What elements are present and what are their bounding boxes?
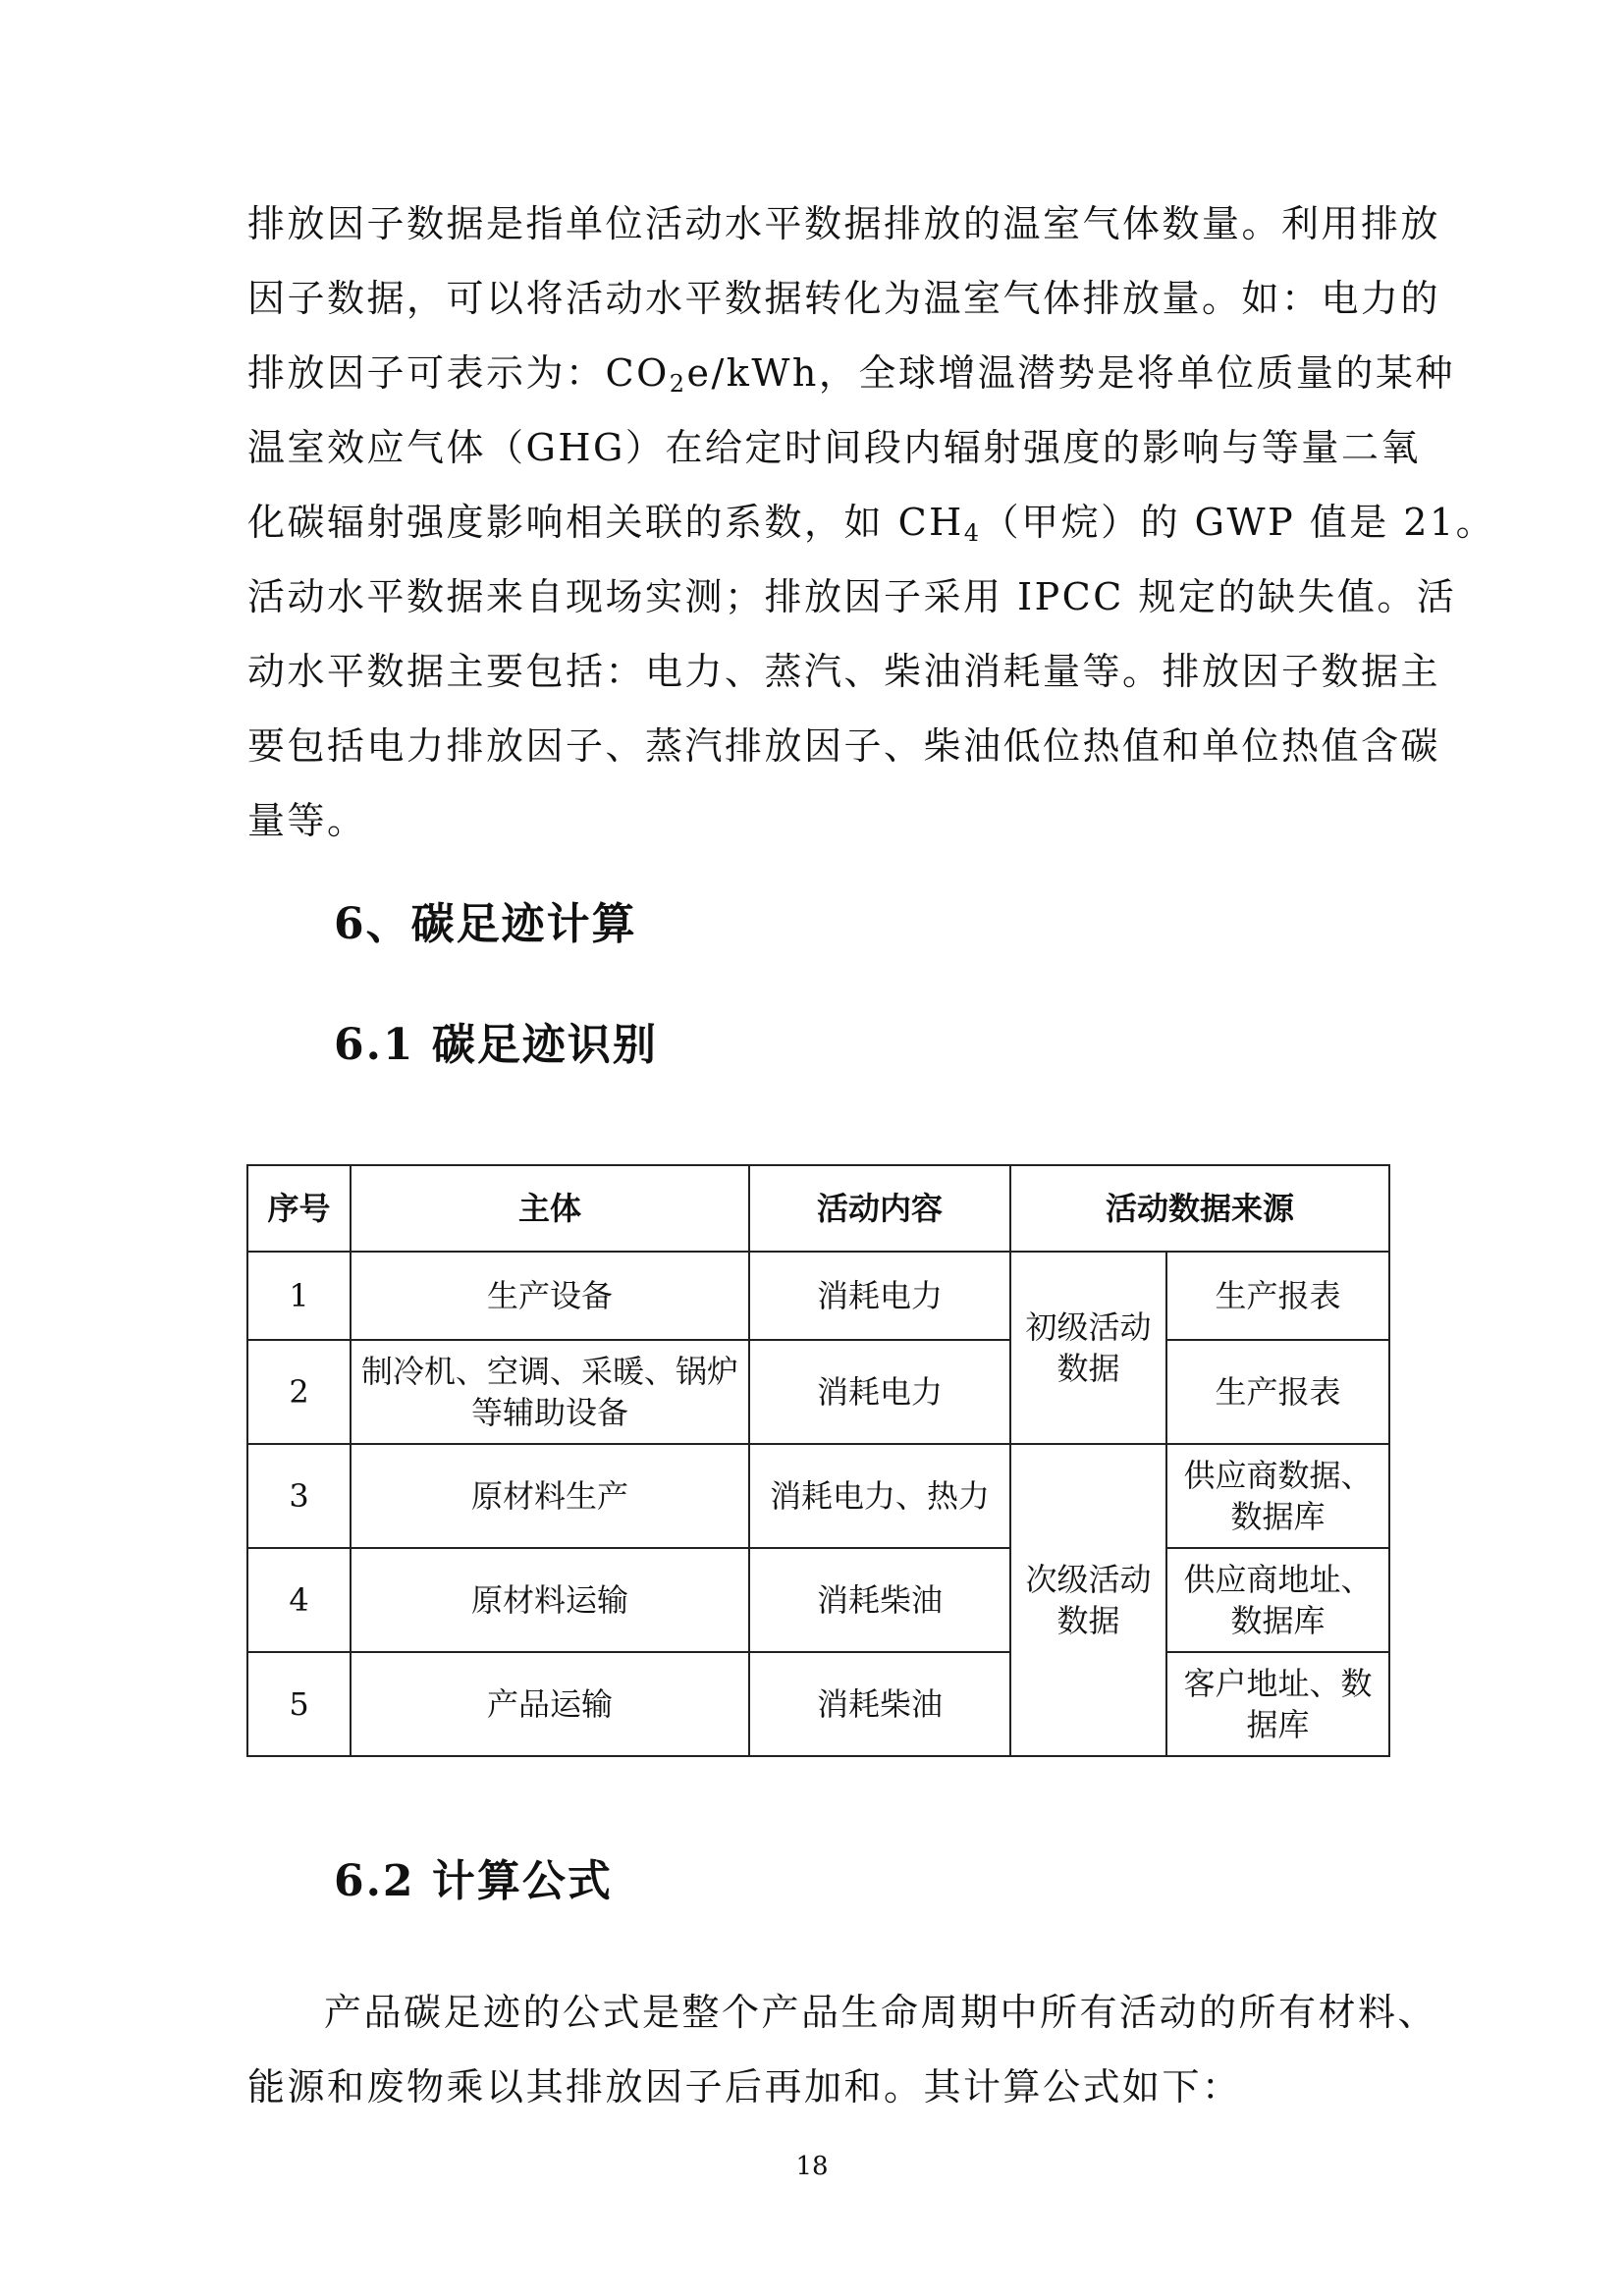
text-line: 要包括电力排放因子、蒸汽排放因子、柴油低位热值和单位热值含碳	[247, 724, 1441, 768]
text-line: 能源和废物乘以其排放因子后再加和。其计算公式如下：	[247, 2065, 1242, 2109]
table-row	[247, 1340, 1389, 1444]
cell-subject: 原材料运输	[351, 1548, 749, 1652]
cell-source: 供应商数据、数据库	[1166, 1444, 1389, 1548]
text-line: 因子数据，可以将活动水平数据转化为温室气体排放量。如：电力的	[247, 277, 1441, 320]
text-line: 化碳辐射强度影响相关联的系数，如 $CH_4$（甲烷）的 GWP 值是 21。	[247, 501, 1496, 547]
text-line: 动水平数据主要包括：电力、蒸汽、柴油消耗量等。排放因子数据主	[247, 650, 1441, 693]
text-line: 产品碳足迹的公式是整个产品生命周期中所有活动的所有材料、	[324, 1991, 1438, 2034]
table-row	[247, 1652, 1389, 1756]
cell-no: 1	[247, 1252, 351, 1340]
cell-activity: 消耗电力	[749, 1340, 1010, 1444]
cell-source: 生产报表	[1166, 1252, 1389, 1340]
carbon-footprint-table	[246, 1164, 1390, 1757]
table-row	[247, 1252, 1389, 1340]
cell-no: 3	[247, 1444, 351, 1548]
cell-group-primary: 初级活动数据	[1010, 1252, 1166, 1444]
cell-subject: 制冷机、空调、采暖、锅炉等辅助设备	[351, 1340, 749, 1444]
cell-activity: 消耗柴油	[749, 1652, 1010, 1756]
paragraph-formula-intro	[247, 1975, 1438, 2124]
cell-source: 客户地址、数据库	[1166, 1652, 1389, 1756]
cell-source: 生产报表	[1166, 1340, 1389, 1444]
text-line: 排放因子数据是指单位活动水平数据排放的温室气体数量。利用排放	[247, 202, 1441, 245]
text-line: 活动水平数据来自现场实测；排放因子采用 IPCC 规定的缺失值。活	[247, 575, 1457, 618]
subsection-heading-6-2: 6.2 计算公式	[334, 1856, 613, 1906]
cell-no: 5	[247, 1652, 351, 1756]
text-line: 温室效应气体（GHG）在给定时间段内辐射强度的影响与等量二氧	[247, 426, 1421, 469]
table-header-row	[247, 1165, 1389, 1252]
cell-subject: 原材料生产	[351, 1444, 749, 1548]
page-number: 18	[795, 2152, 829, 2181]
cell-no: 2	[247, 1340, 351, 1444]
cell-subject: 生产设备	[351, 1252, 749, 1340]
text-line: 量等。	[247, 799, 367, 842]
cell-activity: 消耗柴油	[749, 1548, 1010, 1652]
text-line: 排放因子可表示为：$CO_2e$/kWh，全球增温潜势是将单位质量的某种	[247, 351, 1455, 398]
paragraph-emission-factors	[247, 187, 1496, 858]
header-activity: 活动内容	[749, 1165, 1010, 1252]
cell-source: 供应商地址、数据库	[1166, 1548, 1389, 1652]
cell-subject: 产品运输	[351, 1652, 749, 1756]
section-heading-carbon-footprint-calculation: 6、碳足迹计算	[334, 899, 637, 949]
cell-activity: 消耗电力	[749, 1252, 1010, 1340]
header-data-source: 活动数据来源	[1010, 1165, 1389, 1252]
cell-group-secondary: 次级活动数据	[1010, 1444, 1166, 1756]
table-row	[247, 1548, 1389, 1652]
subsection-heading-6-1: 6.1 碳足迹识别	[334, 1020, 658, 1070]
cell-no: 4	[247, 1548, 351, 1652]
header-subject: 主体	[351, 1165, 749, 1252]
table-row	[247, 1444, 1389, 1548]
cell-activity: 消耗电力、热力	[749, 1444, 1010, 1548]
header-no: 序号	[247, 1165, 351, 1252]
